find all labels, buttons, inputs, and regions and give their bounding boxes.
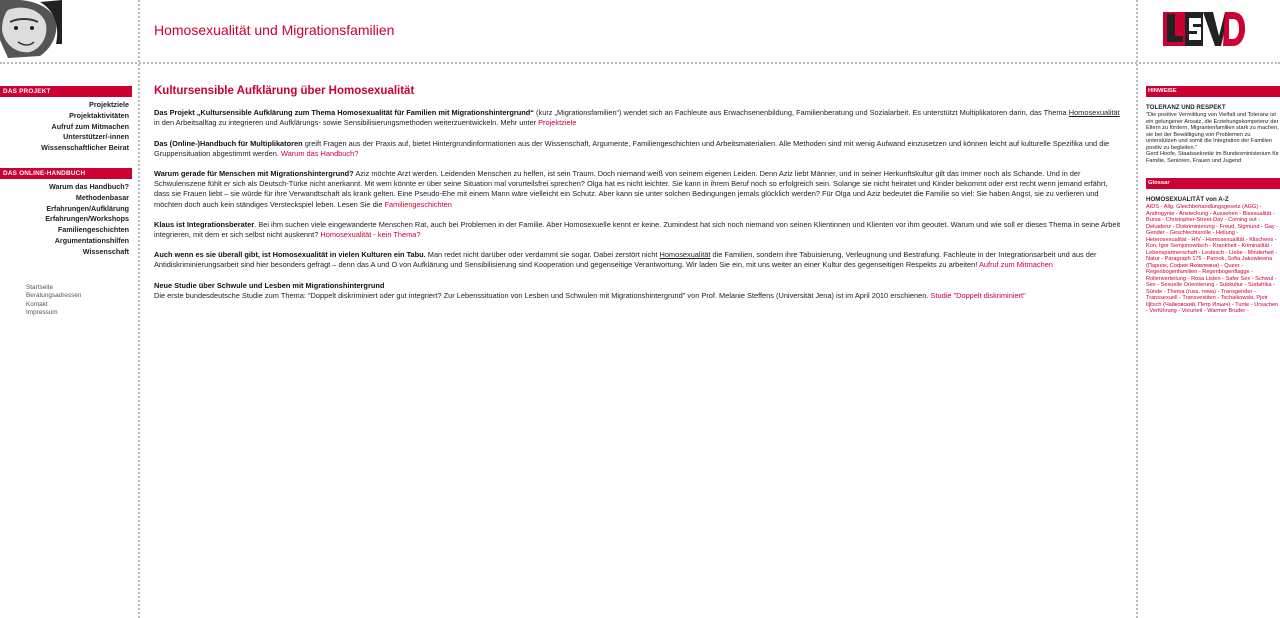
- paragraph-tabu-text-a: Man redet nicht darüber oder verdammt sie sogar. Dabei zerstört nicht: [425, 250, 660, 260]
- left-divider: [138, 0, 140, 618]
- paragraph-warum-text: Aziz möchte Arzt werden. Leidenden Menschen zu helfen, ist sein Traum. Doch niemand weiß von seinem eigenen Leiden. Denn Aziz liebt Männer, und in seiner Herkunftskultur gilt das immer noch als Schande. Und in der Schwulenszene fühlt er sich als Deutsch-Türke nicht anerkannt. Mit wem könnte er über seine Situation mal vorurteilsfrei sprechen? Olga hat es nicht leichter. Sie kann in ihrem Beruf noch so erfolgreich sein. Solange sie nicht heiratet und Kinder bekommt oder erst recht wenn jemand erfährt, dass sie Frauen liebt – sie würde für ihre Verwandtschaft als krank gelten. Eine Pseudo-Ehe mit einem Mann wäre vielleicht ein Schutz. Aber kann sie unter solchen Bedingungen jemals glücklich werden? Für Olga und Aziz bedeutet die Familie so viel: Sie haben Angst, sie zu verlieren und möchten doch auch kein ständiges Versteckspiel leben. Lesen Sie die: [154, 169, 1108, 209]
- nav-handbuch-list: [0, 182, 132, 258]
- link-studie[interactable]: Studie "Doppelt diskriminiert": [930, 290, 1026, 300]
- right-sidebar: [1146, 86, 1280, 315]
- nav-handbuch-heading: DAS ONLINE-HANDBUCH: [0, 168, 132, 179]
- page-heading: Kultursensible Aufklärung über Homosexualität: [154, 85, 415, 97]
- paragraph-handbuch-text: greift Fragen aus der Praxis auf, bietet Hintergrundinformationen aus der Wissenschaft, Argumente, Familiengeschichten und Arbeitsmaterialien. Alle Methoden sind mit wenig Aufwand einzusetzen und können leicht auf kulturelle Spezifika und die Gruppensituation abgestimmt werden.: [154, 138, 1110, 158]
- nav-projekt-heading: DAS PROJEKT: [0, 86, 132, 97]
- hinweise-title: TOLERANZ UND RESPEKT: [1146, 103, 1226, 111]
- right-divider: [1136, 0, 1138, 618]
- glossar-heading: Glossar: [1146, 178, 1280, 189]
- hinweise-author: Gerd Hoofe, Staatssekretär im Bundesministerium für Familie, Senioren, Frauen und Jugend: [1146, 151, 1279, 164]
- lsvd-logo[interactable]: [1163, 10, 1245, 48]
- meta-link-kontakt[interactable]: Kontakt: [26, 300, 48, 308]
- paragraph-projekt-text-b: in den Arbeitsalltag zu integrieren und Aufklärungs- sowie Sensibilisierungsmethoden weiterzuentwickeln. Mehr unter: [154, 118, 539, 128]
- hinweise-quote: "Die positive Vermittlung von Vielfalt und Toleranz ist ein gelungener Ansatz, die Erziehungskompetenz der Eltern zu fördern, Migrantenfamilien stark zu machen, sie bei der Bewältigung von Problemen zu unterstützen und somit die Integration der Familien positiv zu begleiten.": [1146, 112, 1279, 151]
- nav-item-aufruf[interactable]: Aufruf zum Mitmachen: [51, 121, 129, 131]
- site-title: Homosexualität und Migrationsfamilien: [154, 22, 395, 38]
- nav-item-unterstuetzer[interactable]: Unterstützer/-innen: [63, 132, 129, 142]
- nav-item-warum-handbuch[interactable]: Warum das Handbuch?: [49, 181, 129, 191]
- paragraph-projekt-text-a: (kurz „Migrationsfamilien“) wendet sich an Fachleute aus Erwachsenenbildung, Familienberatung und Sozialarbeit. Es unterstützt Multiplikatoren darin, das Thema: [534, 108, 1069, 118]
- meta-link-startseite[interactable]: Startseite: [26, 283, 53, 291]
- paragraph-klaus-bold: Klaus ist Integrationsberater: [154, 219, 255, 229]
- link-kein-thema[interactable]: Homosexualität - kein Thema?: [320, 230, 421, 240]
- link-warum-handbuch[interactable]: Warum das Handbuch?: [280, 148, 359, 158]
- link-projektziele[interactable]: Projektziele: [538, 118, 577, 128]
- homosexualitaet-term-2[interactable]: Homosexualität: [659, 250, 711, 260]
- link-familiengeschichten[interactable]: Familiengeschichten: [384, 199, 452, 209]
- paragraph-tabu-bold: Auch wenn es sie überall gibt, ist Homosexualität in vielen Kulturen ein Tabu.: [154, 250, 426, 260]
- paragraph-klaus-text: . Bei ihm suchen viele eingewanderte Menschen Rat, auch bei Problemen in der Familie. Aber Homosexuelle kennt er keine. Zumindest hat sich noch niemand von seinen Klientinnen und Klienten vor ihm geoutet. Warum und wie soll er dieses Thema in seine Arbeit integrieren, mit dem er sich selbst nicht auskennt?: [154, 219, 1121, 240]
- homosexualitaet-term[interactable]: Homosexualität: [1068, 108, 1120, 118]
- paragraph-projekt: [154, 108, 1124, 128]
- paragraph-tabu: [154, 250, 1124, 270]
- nav-item-wissenschaft[interactable]: Wissenschaft: [82, 246, 129, 256]
- header-portrait-image: [0, 0, 62, 58]
- paragraph-studie-heading: Neue Studie über Schwule und Lesben mit Migrationshintergrund: [154, 280, 385, 290]
- nav-item-methodenbasar[interactable]: Methodenbasar: [75, 192, 129, 202]
- paragraph-klaus: [154, 220, 1124, 240]
- glossar-box: [1146, 197, 1280, 315]
- nav-item-erfahrungen-workshops[interactable]: Erfahrungen/Workshops: [45, 214, 129, 224]
- meta-link-impressum[interactable]: Impressum: [26, 309, 58, 317]
- paragraph-warum-bold: Warum gerade für Menschen mit Migrationshintergrund?: [154, 169, 354, 179]
- paragraph-handbuch: [154, 139, 1124, 159]
- hinweise-heading: HINWEISE: [1146, 86, 1280, 97]
- glossar-terms[interactable]: AIDS - Allg. Gleichbehandlungsgesetz (AGG) - Androgynie - Ansteckung - Aussehen - Bisexualität - Bursa - Christopher-Street-Day - Coming out - Dekadenz - Diskriminierung - Freud, Sigmund - Gay - Gender - Geschlechtsrolle - Heilung - Heterosexualität - HIV - Homosexualität - Klischees - Kon, Igor Semjonowitsch - Krankheit - Kriminalität - Lebenspartnerschaft - Lesbisch - Liebe - Minderheit - Natur - Paragraph 175 - Parnok, Sofia Jakowlewna (Парнок, София Яковлевна) - Queer - Regenbogenfamilien - Regenbogenflagge - Rollenverteilung - Rosa Listen - Safer Sex - Schwul - Sex - Sexuelle Orientierung - Subkultur - Südafrika - Sünde - Thema (russ. тема) - Transgender - Transsexuell - Transvestiten - Tschaikowski, Pjotr Iljitsch (Чайковский, Петр Ильич) - Tunte - Ursachen - Verführung - Vorurteil - Warmer Bruder -: [1146, 204, 1279, 314]
- main-content: [154, 86, 1124, 311]
- nav-item-familiengeschichten[interactable]: Familiengeschichten: [57, 225, 129, 235]
- nav-item-erfahrungen-aufklaerung[interactable]: Erfahrungen/Aufklärung: [46, 203, 129, 213]
- paragraph-studie-text: Die erste bundesdeutsche Studie zum Thema: "Doppelt diskriminiert oder gut integriert? Zur Lebenssituation von Lesben und Schwulen mit Migrationshintergrund" von Prof. Melanie Steffens (Universität Jena) ist im April 2010 erschienen.: [154, 290, 931, 300]
- paragraph-warum: [154, 169, 1124, 210]
- link-aufruf-mitmachen[interactable]: Aufruf zum Mitmachen: [978, 260, 1053, 270]
- meta-links: [0, 284, 132, 318]
- nav-item-beirat[interactable]: Wissenschaftlicher Beirat: [41, 143, 129, 153]
- left-sidebar: [0, 86, 132, 318]
- header-divider: [0, 62, 1280, 64]
- meta-link-beratungsadressen[interactable]: Beratungsadressen: [26, 292, 82, 300]
- paragraph-projekt-bold: Das Projekt „Kultursensible Aufklärung zum Thema Homosexualität für Familien mit Migrationshintergrund“: [154, 108, 534, 118]
- glossar-title: HOMOSEXUALITÄT von A-Z: [1146, 195, 1229, 203]
- paragraph-handbuch-bold: Das (Online-)Handbuch für Multiplikatoren: [154, 138, 303, 148]
- paragraph-studie: [154, 281, 1124, 301]
- nav-item-argumentationshilfen[interactable]: Argumentationshilfen: [54, 235, 129, 245]
- hinweise-box: [1146, 105, 1280, 165]
- nav-item-projektziele[interactable]: Projektziele: [89, 100, 129, 109]
- nav-item-projektaktivitaeten[interactable]: Projektaktivitäten: [69, 110, 129, 120]
- nav-projekt-list: [0, 100, 132, 154]
- paragraph-tabu-text-b: die Familien, sondern ihre Tabuisierung, Verleugnung und Bestrafung. Fachleute in der Integrationsarbeit und aus der Antidiskriminierungsarbeit sind hier besonders gefragt – denn das A und O von Aufklärung und Sensibilisierung sind Kooperation und gegenseitige Verantwortung. Wir laden Sie ein, mit uns weiter an einer Kultur des gegenseitigen Respekts zu arbeiten!: [154, 250, 1097, 270]
